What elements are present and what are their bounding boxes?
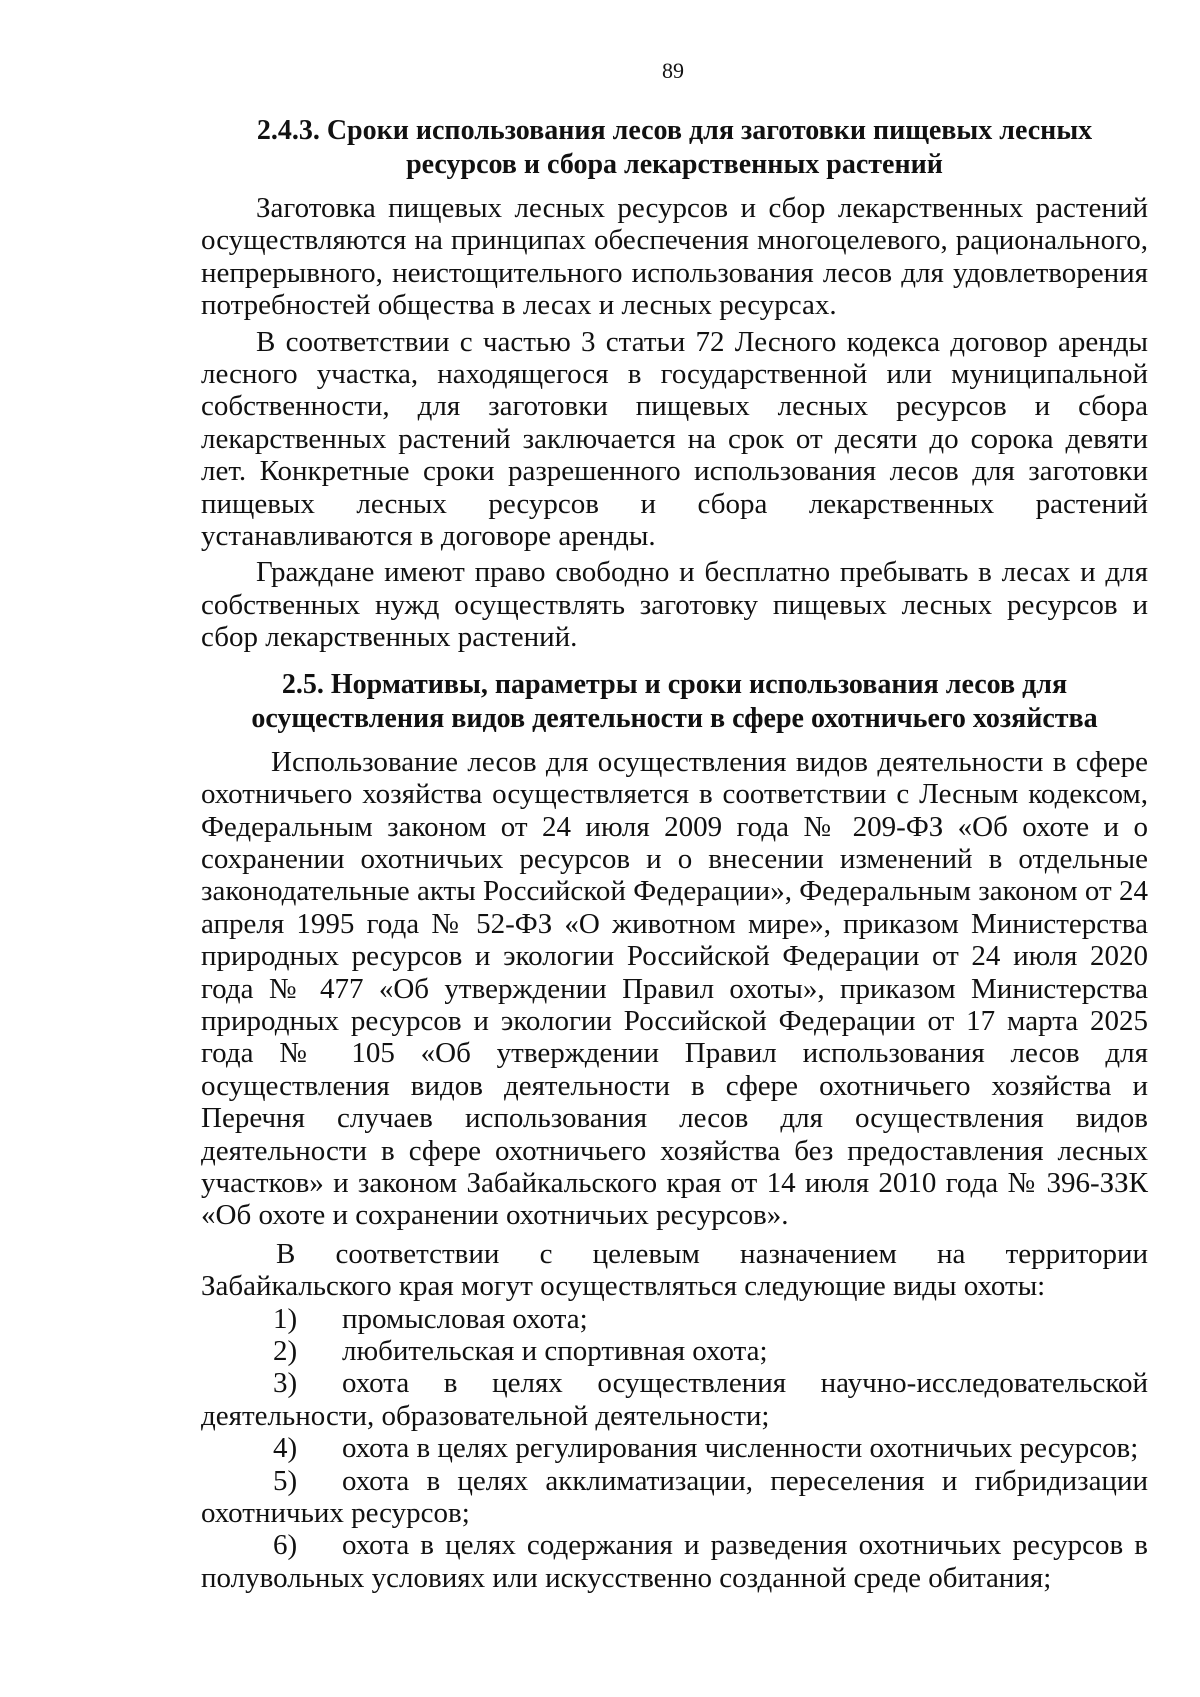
paragraph: Граждане имеют право свободно и бесплатно пребывать в лесах и для собственных нужд осуществлять заготовку пищевых лесных ресурсов и сбор лекарственных растений. [201, 556, 1148, 654]
list-item-text: охота в целях регулирования численности охотничьих ресурсов; [342, 1432, 1139, 1465]
list-item-continuation: деятельности, образовательной деятельности; [201, 1399, 770, 1432]
list-item-number: 1) [273, 1302, 298, 1335]
list-item [201, 1303, 1148, 1335]
list-item-text: промысловая охота; [342, 1302, 588, 1335]
section-2-5-title [201, 668, 1148, 736]
list-item-continuation: охотничьих ресурсов; [201, 1497, 470, 1530]
hunting-types-list [201, 1303, 1148, 1595]
title-line-1: 2.5. Нормативы, параметры и сроки использования лесов для [281, 668, 1068, 700]
title-line-1: 2.4.3. Сроки использования лесов для заготовки пищевых лесных [256, 115, 1093, 146]
page-number: 89 [662, 58, 684, 83]
title-line-2: осуществления видов деятельности в сфере охотничьего хозяйства [251, 702, 1098, 734]
paragraph: В соответствии с целевым назначением на территории Забайкальского края могут осуществляться следующие виды охоты: [201, 1237, 1148, 1303]
list-item-number: 3) [273, 1367, 298, 1400]
list-item-number: 5) [273, 1464, 298, 1497]
paragraph: Заготовка пищевых лесных ресурсов и сбор лекарственных растений осуществляются на принципах обеспечения многоцелевого, рационального, непрерывного, неистощительного использования лесов для удовлетворения потребностей общества в лесах и лесных ресурсах. [201, 192, 1148, 322]
list-item-number: 6) [273, 1529, 298, 1562]
list-item-continuation: полувольных условиях или искусственно созданной среде обитания; [201, 1561, 1052, 1594]
list-item [201, 1335, 1148, 1367]
list-item-text: любительская и спортивная охота; [342, 1335, 768, 1367]
list-item-text: охота в целях содержания и разведения охотничьих ресурсов в [342, 1529, 1148, 1562]
list-item-text: охота в целях осуществления научно-исследовательской [342, 1367, 1148, 1400]
list-item [201, 1465, 1148, 1530]
list-item [201, 1529, 1148, 1594]
list-item-number: 2) [273, 1335, 298, 1367]
list-item-text: охота в целях акклиматизации, переселения и гибридизации [342, 1464, 1148, 1497]
section-2-4-3-title [201, 114, 1148, 182]
paragraph: Использование лесов для осуществления видов деятельности в сфере охотничьего хозяйства осуществляется в соответствии с Лесным кодексом, Федеральным законом от 24 июля 2009 года № 209-ФЗ «Об охоте и о сохранении охотничьих ресурсов и о внесении изменений в отдельные законодательные акты Российской Федерации», Федеральным законом от 24 апреля 1995 года № 52-ФЗ «О животном мире», приказом Министерства природных ресурсов и экологии Российской Федерации от 24 июля 2020 года № 477 «Об утверждении Правил охоты», приказом Министерства природных ресурсов и экологии Российской Федерации от 17 марта 2025 года № 105 «Об утверждении Правил использования лесов для осуществления видов деятельности в сфере охотничьего хозяйства и Перечня случаев использования лесов для осуществления видов деятельности в сфере охотничьего хозяйства без предоставления лесных участков» и законом Забайкальского края от 14 июля 2010 года № 396-ЗЗК «Об охоте и сохранении охотничьих ресурсов». [201, 745, 1148, 1232]
list-item [201, 1432, 1148, 1464]
list-item [201, 1367, 1148, 1432]
paragraph: В соответствии с частью 3 статьи 72 Лесного кодекса договор аренды лесного участка, находящегося в государственной или муниципальной собственности, для заготовки пищевых лесных ресурсов и сбора лекарственных растений заключается на срок от десяти до сорока девяти лет. Конкретные сроки разрешенного использования лесов для заготовки пищевых лесных ресурсов и сбора лекарственных растений устанавливаются в договоре аренды. [201, 325, 1148, 553]
list-item-number: 4) [273, 1432, 298, 1465]
page-content [201, 114, 1148, 1594]
title-line-2: ресурсов и сбора лекарственных растений [406, 149, 943, 180]
